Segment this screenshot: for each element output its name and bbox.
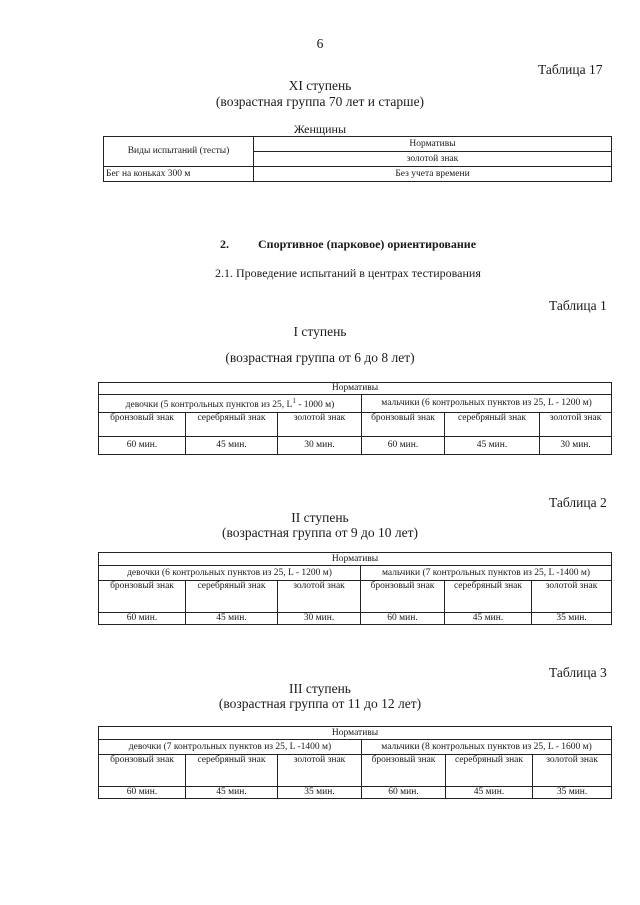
table2-badge: серебряный знак	[186, 581, 278, 613]
table1-badge: золотой знак	[540, 413, 612, 437]
table2-value: 45 мин.	[445, 613, 532, 625]
table2-norms-header: Нормативы	[99, 553, 612, 566]
table2-value: 45 мин.	[186, 613, 278, 625]
table3-badge: бронзовый знак	[362, 755, 446, 787]
table3-value: 60 мин.	[99, 787, 186, 799]
page-number: 6	[316, 36, 324, 51]
table2-value: 30 мин.	[278, 613, 361, 625]
table17-col-gold: золотой знак	[254, 152, 612, 167]
section-number: 2.	[220, 237, 229, 251]
table17-caption: Таблица 17	[538, 62, 603, 77]
table17-gender: Женщины	[293, 122, 347, 136]
table3-badge: золотой знак	[533, 755, 612, 787]
table3-age-group: (возрастная группа от 11 до 12 лет)	[218, 696, 422, 711]
table1-age-group: (возрастная группа от 6 до 8 лет)	[225, 350, 415, 365]
table17-step: XI ступень	[288, 78, 352, 93]
table1-badge: бронзовый знак	[362, 413, 445, 437]
table1-caption: Таблица 1	[549, 298, 607, 313]
table17-row-test: Бег на коньках 300 м	[104, 167, 254, 182]
table2-value: 35 мин.	[532, 613, 612, 625]
table2-caption: Таблица 2	[549, 495, 607, 510]
table1-value: 60 мин.	[99, 437, 186, 455]
table3-value: 45 мин.	[186, 787, 278, 799]
table1	[98, 382, 612, 455]
table1-value: 45 мин.	[186, 437, 278, 455]
table1-value: 30 мин.	[540, 437, 612, 455]
table2-step: II ступень	[291, 510, 349, 525]
table1-value: 30 мин.	[278, 437, 362, 455]
table3-boys-header: мальчики (8 контрольных пунктов из 25, L - 1600 м)	[362, 740, 612, 755]
table17-col-norms: Нормативы	[254, 137, 612, 152]
table3-step: III ступень	[289, 681, 351, 696]
table2-badge: бронзовый знак	[99, 581, 186, 613]
table2	[98, 552, 612, 625]
table17-col-tests: Виды испытаний (тесты)	[104, 137, 254, 167]
table17-age-group: (возрастная группа 70 лет и старше)	[215, 94, 425, 109]
table3-value: 35 мин.	[533, 787, 612, 799]
table2-badge: золотой знак	[278, 581, 361, 613]
table1-boys-header: мальчики (6 контрольных пунктов из 25, L - 1200 м)	[362, 395, 612, 413]
table1-badge: серебряный знак	[186, 413, 278, 437]
table3-badge: серебряный знак	[186, 755, 278, 787]
table3	[98, 726, 612, 799]
table1-badge: серебряный знак	[445, 413, 540, 437]
section-title: Спортивное (парковое) ориентирование	[258, 237, 477, 251]
table2-boys-header: мальчики (7 контрольных пунктов из 25, L -1400 м)	[361, 566, 612, 581]
table3-caption: Таблица 3	[549, 665, 607, 680]
table3-value: 60 мин.	[362, 787, 446, 799]
table3-value: 45 мин.	[446, 787, 533, 799]
table1-badge: бронзовый знак	[99, 413, 186, 437]
table1-norms-header: Нормативы	[99, 383, 612, 395]
table1-step: I ступень	[293, 324, 347, 339]
table3-badge: бронзовый знак	[99, 755, 186, 787]
table3-value: 35 мин.	[278, 787, 362, 799]
table2-value: 60 мин.	[361, 613, 445, 625]
table1-value: 60 мин.	[362, 437, 445, 455]
table1-girls-header: девочки (5 контрольных пунктов из 25, $L^1 - 1000$ м)	[99, 395, 362, 413]
subsection-title: 2.1. Проведение испытаний в центрах тестирования	[215, 266, 481, 280]
table1-value: 45 мин.	[445, 437, 540, 455]
table2-badge: золотой знак	[532, 581, 612, 613]
table3-badge: серебряный знак	[446, 755, 533, 787]
table2-badge: бронзовый знак	[361, 581, 445, 613]
table3-badge: золотой знак	[278, 755, 362, 787]
table3-girls-header: девочки (7 контрольных пунктов из 25, L -1400 м)	[99, 740, 362, 755]
table17	[103, 136, 612, 182]
table2-girls-header: девочки (6 контрольных пунктов из 25, L - 1200 м)	[99, 566, 361, 581]
table3-norms-header: Нормативы	[99, 727, 612, 740]
table1-badge: золотой знак	[278, 413, 362, 437]
table2-value: 60 мин.	[99, 613, 186, 625]
table2-badge: серебряный знак	[445, 581, 532, 613]
table2-age-group: (возрастная группа от 9 до 10 лет)	[222, 525, 418, 540]
table17-row-value: Без учета времени	[254, 167, 612, 182]
